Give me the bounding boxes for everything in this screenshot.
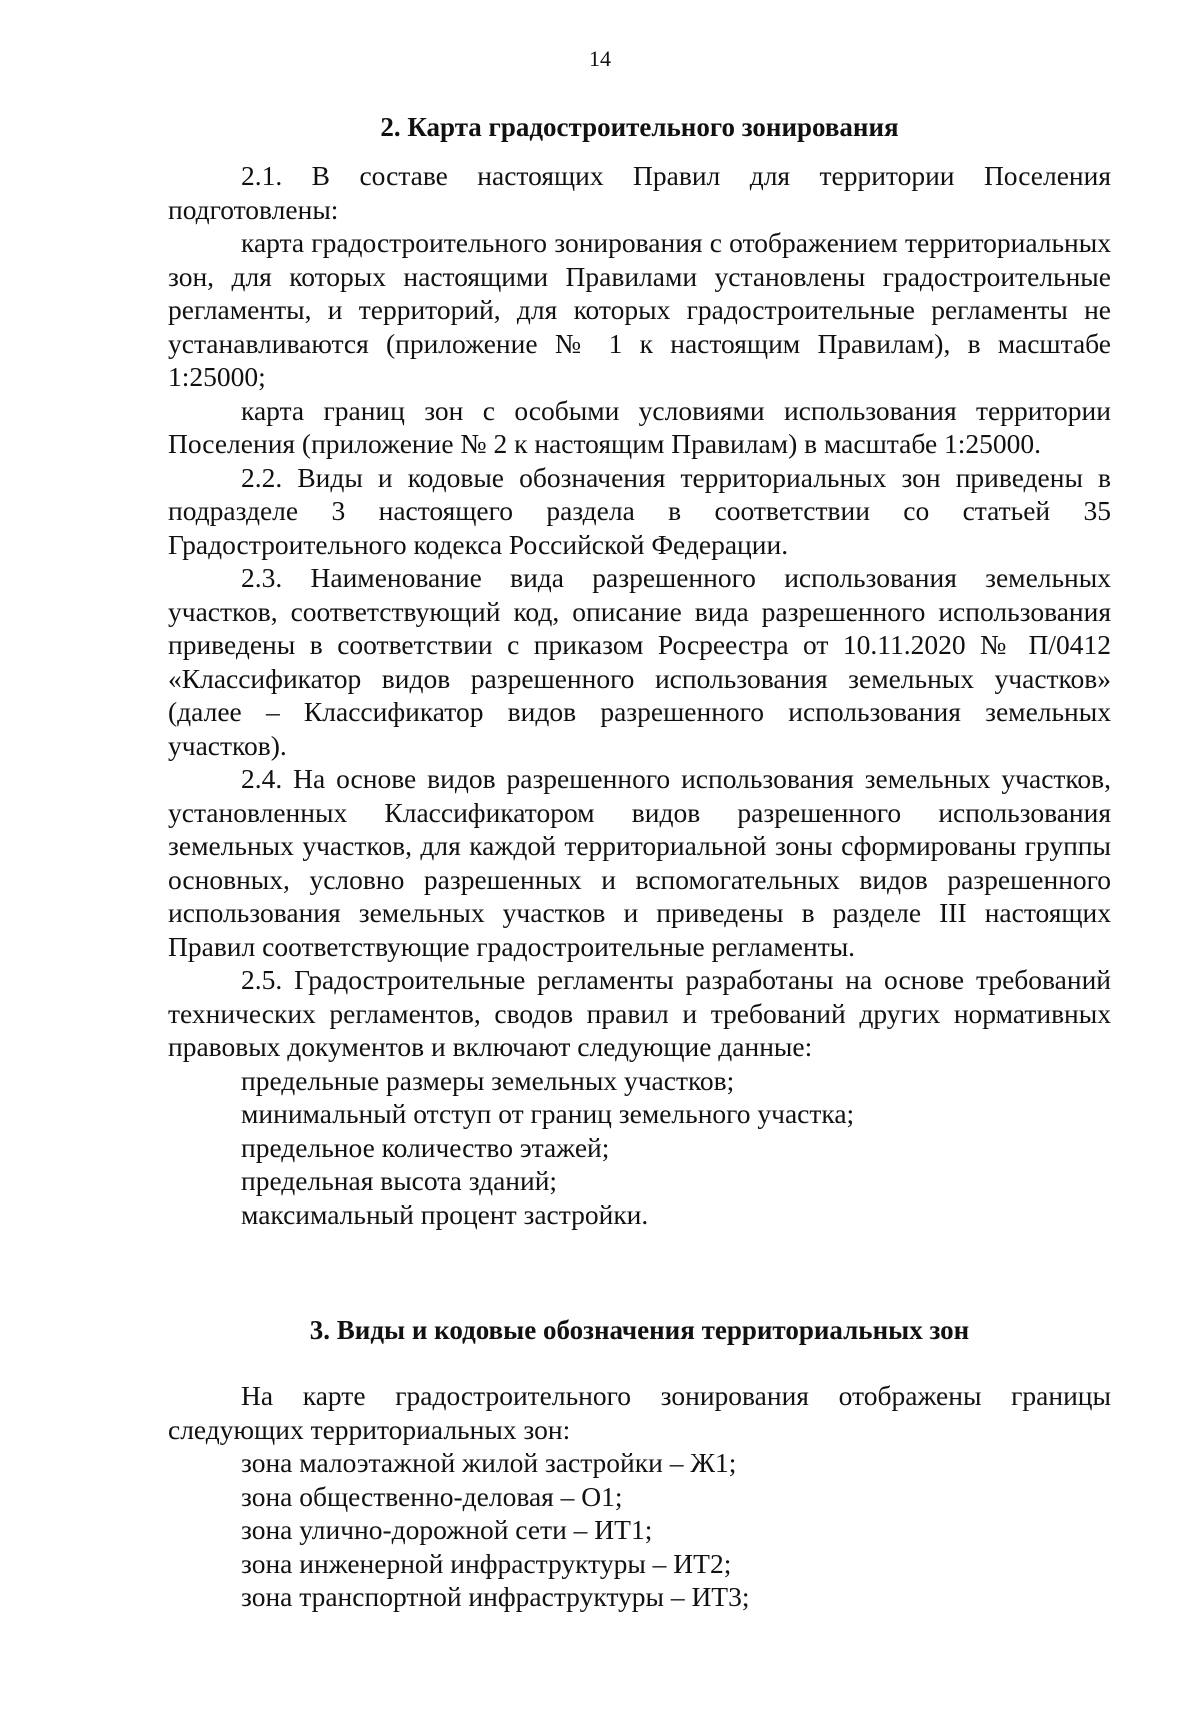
- section-3-title: 3. Виды и кодовые обозначения территориальных зон: [309, 1315, 970, 1345]
- section-2-title: 2. Карта градостроительного зонирования: [380, 112, 899, 142]
- paragraph-2-1: 2.1. В составе настоящих Правил для территории Поселения подготовлены:: [168, 160, 1111, 225]
- list-item: предельная высота зданий;: [241, 1165, 558, 1196]
- list-item: максимальный процент застройки.: [241, 1198, 649, 1230]
- paragraph-2-1-map-zoning: карта градостроительного зонирования с отображением территориальных зон, для которых настоящими Правилами установлены градостроительные регламенты, и территорий, для которых градостроительные регламенты не устанавливаются (приложение № 1 к настоящим Правилам), в масштабе 1:25000;: [168, 227, 1111, 392]
- list-item: зона инженерной инфраструктуры – ИТ2;: [241, 1547, 732, 1579]
- paragraph-2-1-map-special-zones: карта границ зон с особыми условиями использования территории Поселения (приложение № 2 к настоящим Правилам) в масштабе 1:25000.: [168, 394, 1111, 459]
- list-item: минимальный отступ от границ земельного участка;: [241, 1098, 855, 1129]
- list-item: зона транспортной инфраструктуры – ИТ3;: [241, 1581, 750, 1612]
- section-2-body: [168, 159, 1111, 1231]
- list-item: предельное количество этажей;: [241, 1131, 610, 1163]
- list-item: зона улично-дорожной сети – ИТ1;: [241, 1514, 653, 1545]
- paragraph-2-4: 2.4. На основе видов разрешенного использования земельных участков, установленных Классификатором видов разрешенного использования земельных участков, для каждой территориальной зоны сформированы группы основных, условно разрешенных и вспомогательных видов разрешенного использования земельных участков и приведены в разделе III настоящих Правил соответствующие градостроительные регламенты.: [168, 763, 1111, 962]
- paragraph-3-intro: На карте градостроительного зонирования отображены границы следующих территориальных зон:: [168, 1380, 1111, 1445]
- regulation-data-list: [168, 1064, 1111, 1232]
- zone-list: [168, 1446, 1111, 1614]
- list-item: зона малоэтажной жилой застройки – Ж1;: [241, 1447, 737, 1478]
- list-item: предельные размеры земельных участков;: [241, 1064, 735, 1096]
- paragraph-2-5: 2.5. Градостроительные регламенты разработаны на основе требований технических регламентов, сводов правил и требований других нормативных правовых документов и включают следующие данные:: [168, 964, 1111, 1062]
- paragraph-2-2: 2.2. Виды и кодовые обозначения территориальных зон приведены в подразделе 3 настоящего раздела в соответствии со статьей 35 Градостроительного кодекса Российской Федерации.: [168, 461, 1111, 560]
- section-3-body: [168, 1379, 1111, 1614]
- page-number: 14: [589, 46, 611, 71]
- paragraph-2-3: 2.3. Наименование вида разрешенного использования земельных участков, соответствующий код, описание вида разрешенного использования приведены в соответствии с приказом Росреестра от 10.11.2020 № П/0412 «Классификатор видов разрешенного использования земельных участков» (далее – Классификатор видов разрешенного использования земельных участков).: [168, 562, 1111, 761]
- list-item: зона общественно-деловая – О1;: [241, 1480, 623, 1512]
